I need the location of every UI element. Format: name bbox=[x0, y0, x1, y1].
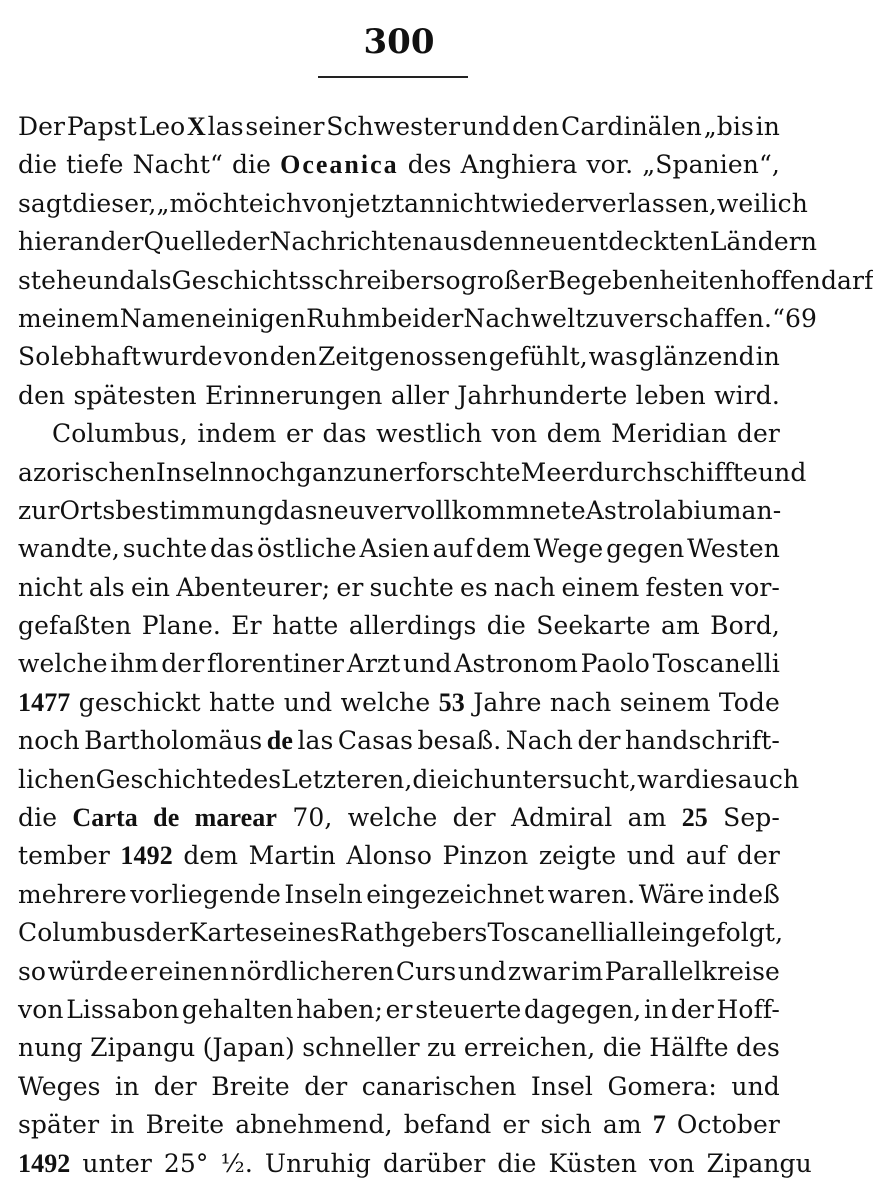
text-line: tember 1492 dem Martin Alonso Pinzon zeigte und auf der bbox=[18, 841, 780, 871]
text-line: welche ihm der florentiner Arzt und Astronom Paolo Toscanelli bbox=[18, 649, 780, 679]
text-line: 1477 geschickt hatte und welche 53 Jahre nach seinem Tode bbox=[18, 687, 780, 717]
text-line: Columbus, indem er das westlich von dem Meridian der bbox=[52, 419, 780, 449]
text-line: von Lissabon gehalten haben; er steuerte dagegen, in der Hoff- bbox=[18, 994, 780, 1024]
text-line: nung Zipangu (Japan) schneller zu erreichen, die Hälfte des bbox=[18, 1033, 780, 1063]
header-rule bbox=[318, 76, 468, 78]
text-line: gefaßten Plane. Er hatte allerdings die Seekarte am Bord, bbox=[18, 611, 780, 641]
body-text bbox=[18, 108, 873, 1183]
text-line: Columbus der Karte seines Rathgebers Toscanelli allein gefolgt, bbox=[18, 918, 784, 948]
text-line: So lebhaft wurde von den Zeitgenossen gefühlt, was glänzend in bbox=[18, 342, 780, 372]
text-line: mehrere vorliegende Inseln eingezeichnet waren. Wäre indeß bbox=[18, 879, 780, 909]
text-line: azorischen Inseln noch ganz unerforschte Meer durchschiffte und bbox=[18, 457, 807, 487]
text-line: meinem Namen einigen Ruhm bei der Nachwelt zu verschaffen.“ 69 bbox=[18, 303, 817, 333]
text-line: wandte, suchte das östliche Asien auf dem Wege gegen Westen bbox=[18, 534, 780, 564]
text-line: lichen Geschichte des Letzteren, die ich untersucht, war dies auch bbox=[18, 764, 800, 794]
text-line: Weges in der Breite der canarischen Insel Gomera: und bbox=[18, 1071, 780, 1101]
text-line: die tiefe Nacht“ die Oceanica des Anghiera vor. „Spanien“, bbox=[18, 150, 780, 180]
text-line: später in Breite abnehmend, befand er sich am 7 October bbox=[18, 1110, 780, 1140]
text-line: zur Ortsbestimmung das neu vervollkommnete Astrolabium an- bbox=[18, 495, 782, 525]
text-line: hier an der Quelle der Nachrichten aus den neu entdeckten Ländern bbox=[18, 227, 818, 257]
text-line: den spätesten Erinnerungen aller Jahrhunderte leben wird. bbox=[18, 380, 780, 410]
text-line: die Carta de marear 70, welche der Admiral am 25 Sep- bbox=[18, 803, 780, 833]
text-line: sagt dieser, „möchte ich von jetzt an nicht wieder verlassen, weil ich bbox=[18, 188, 808, 218]
text-line: nicht als ein Abenteurer; er suchte es nach einem festen vor- bbox=[18, 572, 780, 602]
text-line: so würde er einen nördlicheren Curs und zwar im Parallelkreise bbox=[18, 956, 780, 986]
text-line: 1492 unter 25° ½. Unruhig darüber die Küsten von Zipangu bbox=[18, 1148, 812, 1178]
text-line: stehe und als Geschichtsschreiber so großer Begebenheiten hoffen darf bbox=[18, 265, 873, 295]
text-line: Der Papst Leo X las seiner Schwester und den Cardinälen „bis in bbox=[18, 112, 780, 141]
page-number: 300 bbox=[363, 22, 435, 62]
text-line: noch Bartholomäus de las Casas besaß. Nach der handschrift- bbox=[18, 726, 780, 756]
